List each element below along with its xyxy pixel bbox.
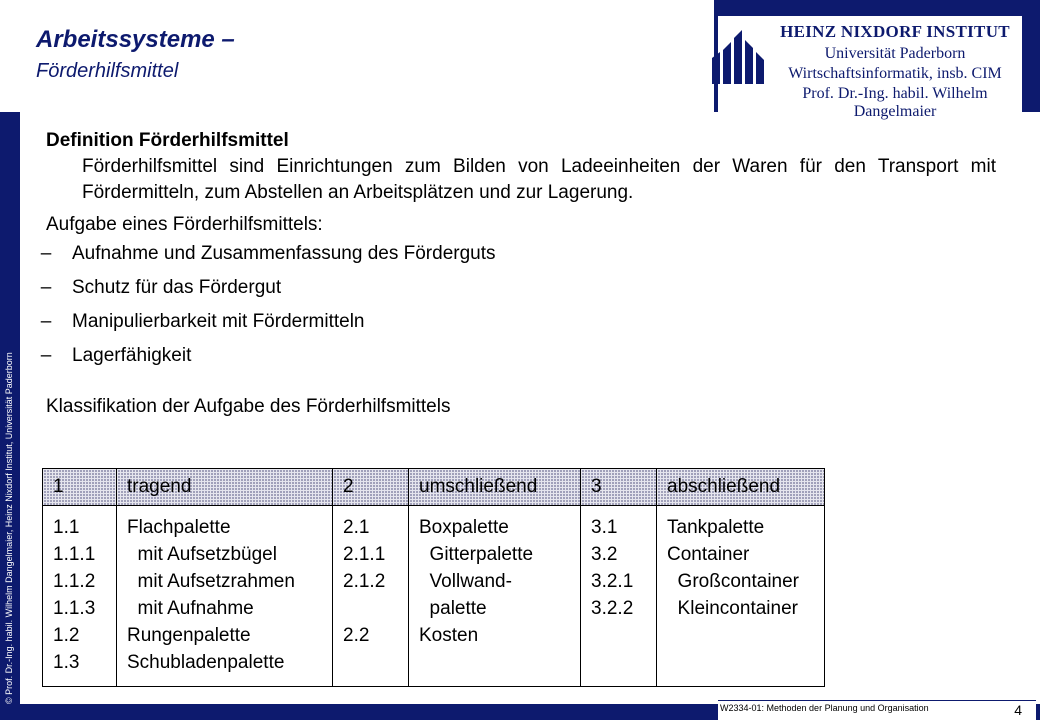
col1-items-cell xyxy=(117,506,333,687)
dash-bullet-icon: – xyxy=(40,311,52,332)
dash-bullet-icon: – xyxy=(40,345,52,366)
cell-line: 2.1 xyxy=(343,517,370,538)
cell-line: Container xyxy=(667,544,750,565)
cell-line: 3.1 xyxy=(591,517,618,538)
classification-table xyxy=(42,468,825,687)
cell-line: Großcontainer xyxy=(667,571,799,592)
course-label: W2334-01: Methoden der Planung und Organisation xyxy=(720,703,929,713)
definition-text: Förderhilfsmittel sind Einrichtungen zum Bilden von Ladeeinheiten der Waren für den Transport mit Fördermitteln, zum Abstellen an Arbeitsplätzen und zur Lagerung. xyxy=(82,156,996,203)
list-item xyxy=(36,344,996,378)
header-cell: umschließend xyxy=(409,469,581,506)
hni-emblem-icon xyxy=(710,24,770,88)
copyright-text: © Prof. Dr.-Ing. habil. Wilhelm Dangelmaier, Heinz Nixdorf Institut, Universität Paderborn xyxy=(4,352,14,704)
col3-items-cell xyxy=(657,506,825,687)
task-text: Schutz für das Fördergut xyxy=(72,277,282,298)
task-list xyxy=(40,242,996,378)
cell-line: Vollwand- xyxy=(419,571,512,592)
cell-line: Schubladenpalette xyxy=(127,652,285,673)
cell-line: mit Aufsetzbügel xyxy=(127,544,277,565)
footer-rule xyxy=(718,700,1036,701)
cell-line: mit Aufsetzrahmen xyxy=(127,571,295,592)
dash-bullet-icon: – xyxy=(40,243,52,264)
col1-numbers-cell xyxy=(43,506,117,687)
definition-heading: Definition Förderhilfsmittel xyxy=(46,130,289,151)
cell-line: 1.3 xyxy=(53,652,80,673)
slide-title: Arbeitssysteme – xyxy=(36,26,235,53)
cell-line: 2.1.2 xyxy=(343,571,386,592)
cell-line: palette xyxy=(419,598,487,619)
logo-department: Wirtschaftsinformatik, insb. CIM xyxy=(788,65,1002,82)
cell-line: Gitterpalette xyxy=(419,544,534,565)
col3-numbers-cell xyxy=(581,506,657,687)
page-number: 4 xyxy=(1014,702,1022,718)
logo-institute-name: HEINZ NIXDORF INSTITUT xyxy=(780,22,1010,41)
list-item xyxy=(36,276,996,310)
cell-line: 1.1.1 xyxy=(53,544,96,565)
tasks-heading: Aufgabe eines Förderhilfsmittels: xyxy=(46,214,323,235)
cell-line: 1.1.2 xyxy=(53,571,96,592)
task-text: Manipulierbarkeit mit Fördermitteln xyxy=(72,311,365,332)
cell-line: Kleincontainer xyxy=(667,598,798,619)
header-cell: 3 xyxy=(581,469,657,506)
table-row xyxy=(43,506,825,687)
logo-university: Universität Paderborn xyxy=(824,45,966,62)
classification-heading: Klassifikation der Aufgabe des Förderhilfsmittels xyxy=(46,396,451,417)
slide-content xyxy=(40,130,996,418)
footer-area xyxy=(718,700,1036,720)
table-header-row xyxy=(43,469,825,506)
dash-bullet-icon: – xyxy=(40,277,52,298)
cell-line: Tankpalette xyxy=(667,517,765,538)
cell-line: 1.1 xyxy=(53,517,80,538)
list-item xyxy=(36,242,996,276)
logo-professor: Prof. Dr.-Ing. habil. Wilhelm Dangelmaier xyxy=(802,85,988,120)
cell-line: Flachpalette xyxy=(127,517,231,538)
cell-line: 2.2 xyxy=(343,625,370,646)
cell-line: Boxpalette xyxy=(419,517,509,538)
header-cell: 1 xyxy=(43,469,117,506)
col2-numbers-cell xyxy=(333,506,409,687)
task-text: Aufnahme und Zusammenfassung des Förderguts xyxy=(72,243,496,264)
header-cell: 2 xyxy=(333,469,409,506)
cell-line: 1.1.3 xyxy=(53,598,96,619)
cell-line: mit Aufnahme xyxy=(127,598,254,619)
cell-line: 3.2.2 xyxy=(591,598,634,619)
cell-line: 1.2 xyxy=(53,625,80,646)
slide-subtitle: Förderhilfsmittel xyxy=(36,60,179,82)
cell-line: 3.2.1 xyxy=(591,571,634,592)
title-area xyxy=(0,0,714,112)
cell-line: Kosten xyxy=(419,625,479,646)
cell-line: Rungenpalette xyxy=(127,625,251,646)
cell-line xyxy=(343,595,408,622)
task-text: Lagerfähigkeit xyxy=(72,345,192,366)
header-cell: abschließend xyxy=(657,469,825,506)
institute-logo xyxy=(718,16,1022,120)
cell-line: 2.1.1 xyxy=(343,544,386,565)
list-item xyxy=(36,310,996,344)
header-cell: tragend xyxy=(117,469,333,506)
col2-items-cell xyxy=(409,506,581,687)
cell-line: 3.2 xyxy=(591,544,618,565)
